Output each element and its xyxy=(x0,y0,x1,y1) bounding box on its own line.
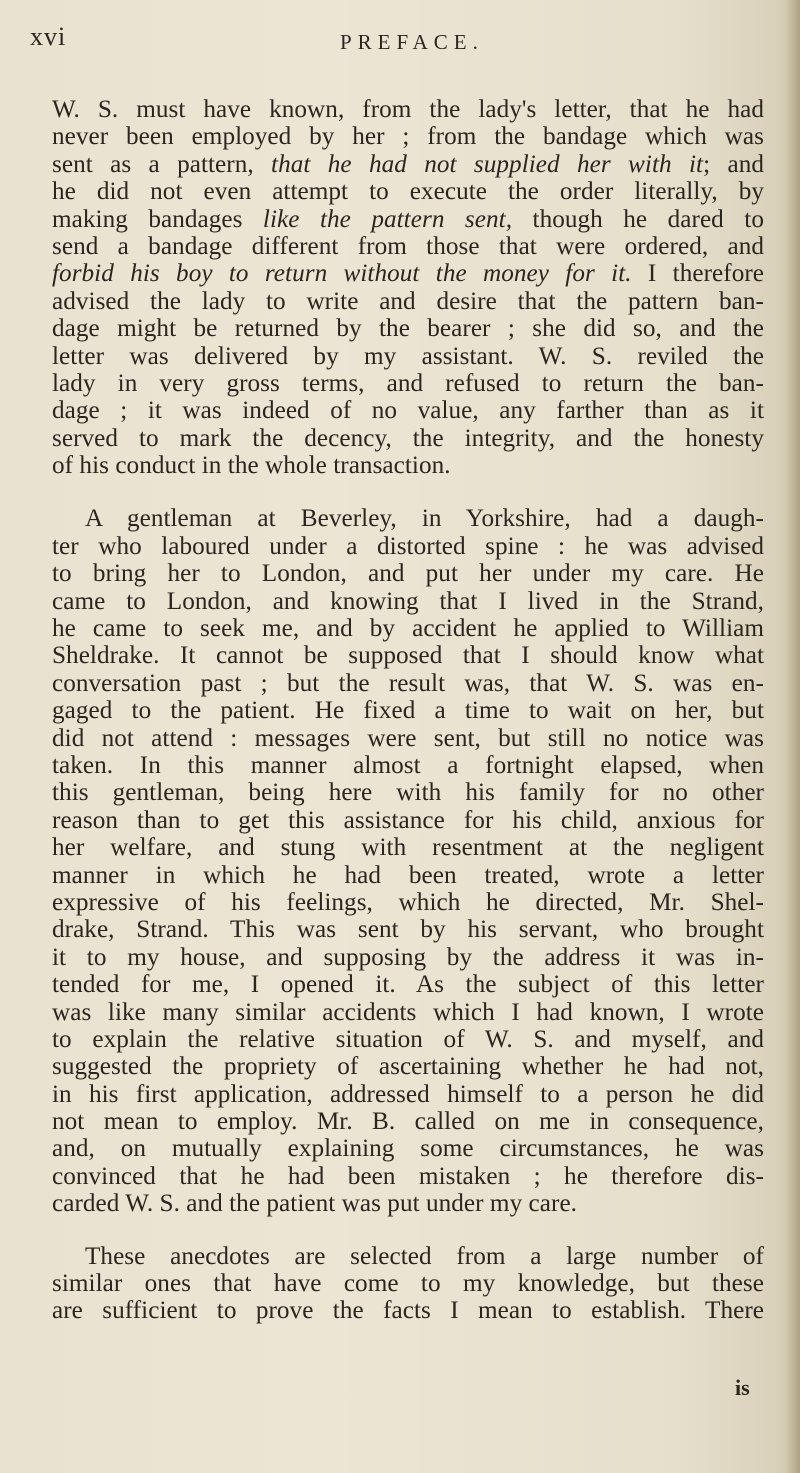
text-line: dage ; it was indeed of no value, any farther than as it xyxy=(52,397,764,425)
text-line: not mean to employ. Mr. B. called on me in consequence, xyxy=(52,1108,764,1136)
body-text xyxy=(52,96,764,1325)
page-number: xvi xyxy=(30,22,67,51)
page-edge-shadow xyxy=(786,0,800,1473)
text-line: lady in very gross terms, and refused to return the ban- xyxy=(52,369,764,397)
italic-run: forbid his boy to return without the money for it. xyxy=(52,260,632,288)
text-line: was like many similar accidents which I had known, I wrote xyxy=(52,998,764,1026)
paragraph-gap xyxy=(52,479,764,505)
text-line: he did not even attempt to execute the order literally, by xyxy=(52,178,764,206)
catchword: is xyxy=(735,1375,750,1400)
text-line: advised the lady to write and desire that the pattern ban- xyxy=(52,287,764,315)
text-run: making bandages xyxy=(52,205,263,233)
text-line: it to my house, and supposing by the address it was in- xyxy=(52,943,764,971)
text-line: taken. In this manner almost a fortnight elapsed, when xyxy=(52,751,764,779)
italic-run: that he had not supplied her with it xyxy=(271,150,704,178)
text-line: gaged to the patient. He fixed a time to wait on her, but xyxy=(52,697,764,725)
italic-run: like the pattern sent, xyxy=(262,205,513,233)
text-line-mixed xyxy=(52,260,764,287)
text-line: of his conduct in the whole transaction. xyxy=(52,452,451,480)
text-line: came to London, and knowing that I lived in the Strand, xyxy=(52,587,764,615)
text-run: sent as a pattern, xyxy=(52,150,272,178)
text-line: to explain the relative situation of W. S. and myself, and xyxy=(52,1025,764,1053)
text-line: carded W. S. and the patient was put under my care. xyxy=(52,1190,578,1218)
text-line: ter who laboured under a distorted spine : he was advised xyxy=(52,532,764,560)
text-run: I therefore xyxy=(631,260,765,288)
text-line: tended for me, I opened it. As the subject of this letter xyxy=(52,971,764,999)
text-line: this gentleman, being here with his family for no other xyxy=(52,779,764,807)
text-line: and, on mutually explaining some circumstances, he was xyxy=(52,1135,764,1163)
paragraph-gap xyxy=(52,1218,764,1243)
text-line: are sufficient to prove the facts I mean to establish. There xyxy=(52,1297,764,1325)
text-line: never been employed by her ; from the bandage which was xyxy=(52,123,764,151)
text-line: he came to seek me, and by accident he applied to William xyxy=(52,615,764,643)
text-line: reason than to get this assistance for his child, anxious for xyxy=(52,806,764,834)
text-line: her welfare, and stung with resentment at the negligent xyxy=(52,834,764,862)
text-line: expressive of his feelings, which he directed, Mr. Shel- xyxy=(52,888,764,916)
text-run: ; and xyxy=(703,150,764,178)
text-line: dage might be returned by the bearer ; she did so, and the xyxy=(52,315,764,343)
text-line: A gentleman at Beverley, in Yorkshire, had a daugh- xyxy=(85,505,764,533)
text-line-mixed xyxy=(52,206,764,233)
text-line: similar ones that have come to my knowledge, but these xyxy=(52,1270,764,1298)
text-line: in his first application, addressed himself to a person he did xyxy=(52,1080,764,1108)
text-line: conversation past ; but the result was, that W. S. was en- xyxy=(52,669,764,697)
text-line: drake, Strand. This was sent by his servant, who brought xyxy=(52,916,764,944)
text-line: These anecdotes are selected from a large number of xyxy=(85,1242,764,1270)
text-line-mixed xyxy=(52,151,764,178)
text-line: served to mark the decency, the integrity, and the honesty xyxy=(52,424,764,452)
text-line: convinced that he had been mistaken ; he therefore dis- xyxy=(52,1162,764,1190)
text-line: Sheldrake. It cannot be supposed that I should know what xyxy=(52,642,764,670)
running-head: PREFACE. xyxy=(340,30,484,54)
text-line: letter was delivered by my assistant. W. S. reviled the xyxy=(52,342,764,370)
text-line: W. S. must have known, from the lady's letter, that he had xyxy=(52,96,764,123)
text-run: though he dared to xyxy=(512,205,764,233)
text-line: send a bandage different from those that were ordered, and xyxy=(52,232,764,260)
text-line: to bring her to London, and put her under my care. He xyxy=(52,560,764,588)
text-line: suggested the propriety of ascertaining whether he had not, xyxy=(52,1053,764,1081)
text-line: manner in which he had been treated, wrote a letter xyxy=(52,861,764,889)
text-line: did not attend : messages were sent, but still no notice was xyxy=(52,724,764,752)
